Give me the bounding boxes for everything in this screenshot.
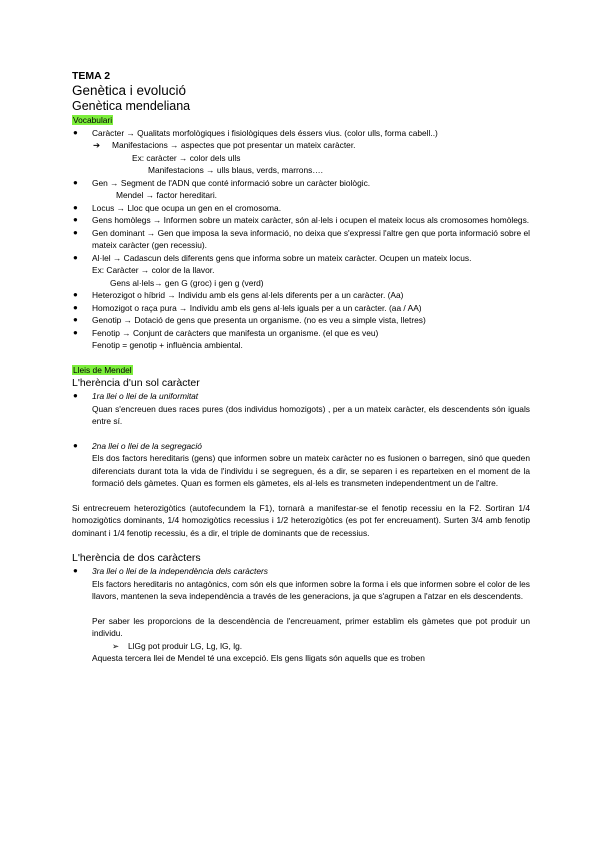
bullet-icon: ● <box>73 566 78 575</box>
gen-sub: Mendel → factor hereditari. <box>116 190 218 200</box>
vocab-heading-highlight: Vocabulari <box>73 115 113 125</box>
page-title: Genètica i evolució <box>72 83 187 98</box>
list-item-locus <box>72 202 530 215</box>
arrow-icon: ➔ <box>93 140 101 150</box>
bullet-icon: ● <box>73 227 78 237</box>
list-item-llei3 <box>72 565 530 665</box>
lleis-list-1 <box>72 390 530 428</box>
list-item-genotip <box>72 314 530 327</box>
llei1-title: 1ra llei o llei de la uniformitat <box>92 391 199 401</box>
list-item-llei1 <box>72 390 530 428</box>
spacer <box>72 490 530 502</box>
llei3-title: 3ra llei o llei de la independència dels caràcters <box>92 566 268 576</box>
lleis-list-3 <box>72 565 530 665</box>
llei2-text: Els dos factors hereditaris (gens) que informen sobre un mateix caràcter no es fusionen o barregen, sinó que queden diferenciats durant tota la vida de l'individu i se segreguen, és a dir, se separen i es reparteixen en el moment de la formació dels gàmetes. Quan es formen els gàmetes, els al·lels es transmeten independentment un de l'altre. <box>92 453 530 488</box>
caracter-sub-text: Manifestacions → aspectes que pot presentar un mateix caràcter. <box>112 140 356 150</box>
ligg-line <box>92 640 530 653</box>
spacer <box>72 539 530 551</box>
lleis-heading-highlight: Lleis de Mendel <box>73 364 132 375</box>
sol-caracter-heading: L'herència d'un sol caràcter <box>72 377 200 389</box>
gens-homolegs-text: Gens homòlegs → Informen sobre un mateix caràcter, són al·lels i ocupen el mateix locus als cromosomes homòlegs. <box>92 215 530 225</box>
vocab-list <box>72 127 530 352</box>
llei3-text: Els factors hereditaris no antagònics, com són els que informen sobre la forma i els que informen sobre el color de les llavors, mantenen la seva independència a través de les generacions, ja que s'agrupen a l'atzar en els descendents. <box>92 578 530 601</box>
alel-ex1: Ex: Caràcter → color de la llavor. <box>92 265 215 275</box>
list-item-fenotip <box>72 327 530 352</box>
page-subtitle: Genètica mendeliana <box>72 99 191 113</box>
list-item-gens-homolegs <box>72 214 530 227</box>
caracter-ex2: Manifestacions → ulls blaus, verds, marrons…. <box>148 165 324 175</box>
proporcions-text: Per saber les proporcions de la descendència de l'encreuament, primer establim els gàmetes que pot produir un individu. <box>92 615 530 638</box>
spacer <box>72 352 530 364</box>
lleis-heading <box>72 364 530 377</box>
fenotip-text: Fenotip → Conjunt de caràcters que manifesta un organisme. (el que es veu) <box>92 327 379 338</box>
homozigot-text: Homozigot o raça pura → Individu amb els gens al·lels iguals per a un caràcter. (aa / AA) <box>92 302 422 313</box>
list-item-gen <box>72 177 530 202</box>
spacer <box>72 428 530 440</box>
bullet-icon: ● <box>73 215 78 224</box>
bullet-icon: ● <box>73 290 78 299</box>
alel-text: Al·lel → Cadascun dels diferents gens que informa sobre un mateix caràcter. Ocupen un mateix locus. <box>92 252 472 263</box>
bullet-icon: ● <box>73 177 78 187</box>
alel-ex2: Gens al·lels→ gen G (groc) i gen g (verd) <box>110 277 264 288</box>
bullet-icon: ● <box>73 315 78 324</box>
list-item-alel <box>72 252 530 290</box>
heterozigot-text: Heterozigot o híbrid → Individu amb els gens al·lels diferents per a un caràcter. (Aa) <box>92 290 404 300</box>
gen-dominant-text: Gen dominant → Gen que imposa la seva informació, no deixa que s'expressi l'altre gen que porta informació sobre el mateix caràcter (gen recessiu). <box>92 227 531 250</box>
llei2-title: 2na llei o llei de la segregació <box>92 440 202 451</box>
excepcio-text: Aquesta tercera llei de Mendel té una excepció. Els gens lligats són aquells que es troben <box>92 653 425 663</box>
caracter-text: Caràcter → Qualitats morfològiques i fisiològiques dels éssers vius. (color ulls, forma cabell..) <box>92 127 438 138</box>
lleis-list-2 <box>72 440 530 490</box>
locus-text: Locus → Lloc que ocupa un gen en el cromosoma. <box>92 202 282 213</box>
arrow-icon: ➢ <box>112 640 120 651</box>
gen-text: Gen → Segment de l'ADN que conté informació sobre un caràcter biològic. <box>92 177 371 188</box>
bullet-icon: ● <box>73 302 78 312</box>
list-item-heterozigot <box>72 289 530 302</box>
ligg-text: LlGg pot produir LG, Lg, lG, lg. <box>128 640 243 651</box>
bullet-icon: ● <box>73 440 78 450</box>
bullet-icon: ● <box>73 127 78 137</box>
dos-caracters-heading: L'herència de dos caràcters <box>72 552 201 564</box>
genotip-text: Genotip → Dotació de gens que presenta un organisme. (no es veu a simple vista, lletres) <box>92 315 426 325</box>
list-item-caracter <box>72 127 530 177</box>
vocab-heading <box>72 114 530 127</box>
fenotip-sub: Fenotip = genotip + influència ambiental. <box>92 340 243 350</box>
caracter-ex1: Ex: caràcter → color dels ulls <box>132 152 241 163</box>
llei1-text: Quan s'encreuen dues races pures (dos individus homozigots) , per a un mateix caràcter, els descendents són iguals entre sí. <box>92 403 530 426</box>
bullet-icon: ● <box>73 327 78 337</box>
list-item-llei2 <box>72 440 530 490</box>
list-item-homozigot <box>72 302 530 315</box>
bullet-icon: ● <box>73 391 78 400</box>
f2-paragraph: Si entrecreuem heterozigòtics (autofecundem la F1), tornarà a manifestar-se el fenotip recessiu en la F2. Sortiran 1/4 homozigòtics dominants, 1/4 homozigòtics recessius i 1/2 heterozigòtics (es pot fer encreuament). Surten 3/4 amb fenotip dominant i 1/4 fenotip recessiu, és a dir, el triple de dominants que de recessius. <box>72 502 530 538</box>
list-item-gen-dominant <box>72 227 530 252</box>
caracter-sub <box>92 139 530 177</box>
tema-label: TEMA 2 <box>72 70 111 82</box>
bullet-icon: ● <box>73 252 78 262</box>
spacer <box>92 603 530 615</box>
bullet-icon: ● <box>73 202 78 212</box>
document-page <box>72 70 530 665</box>
